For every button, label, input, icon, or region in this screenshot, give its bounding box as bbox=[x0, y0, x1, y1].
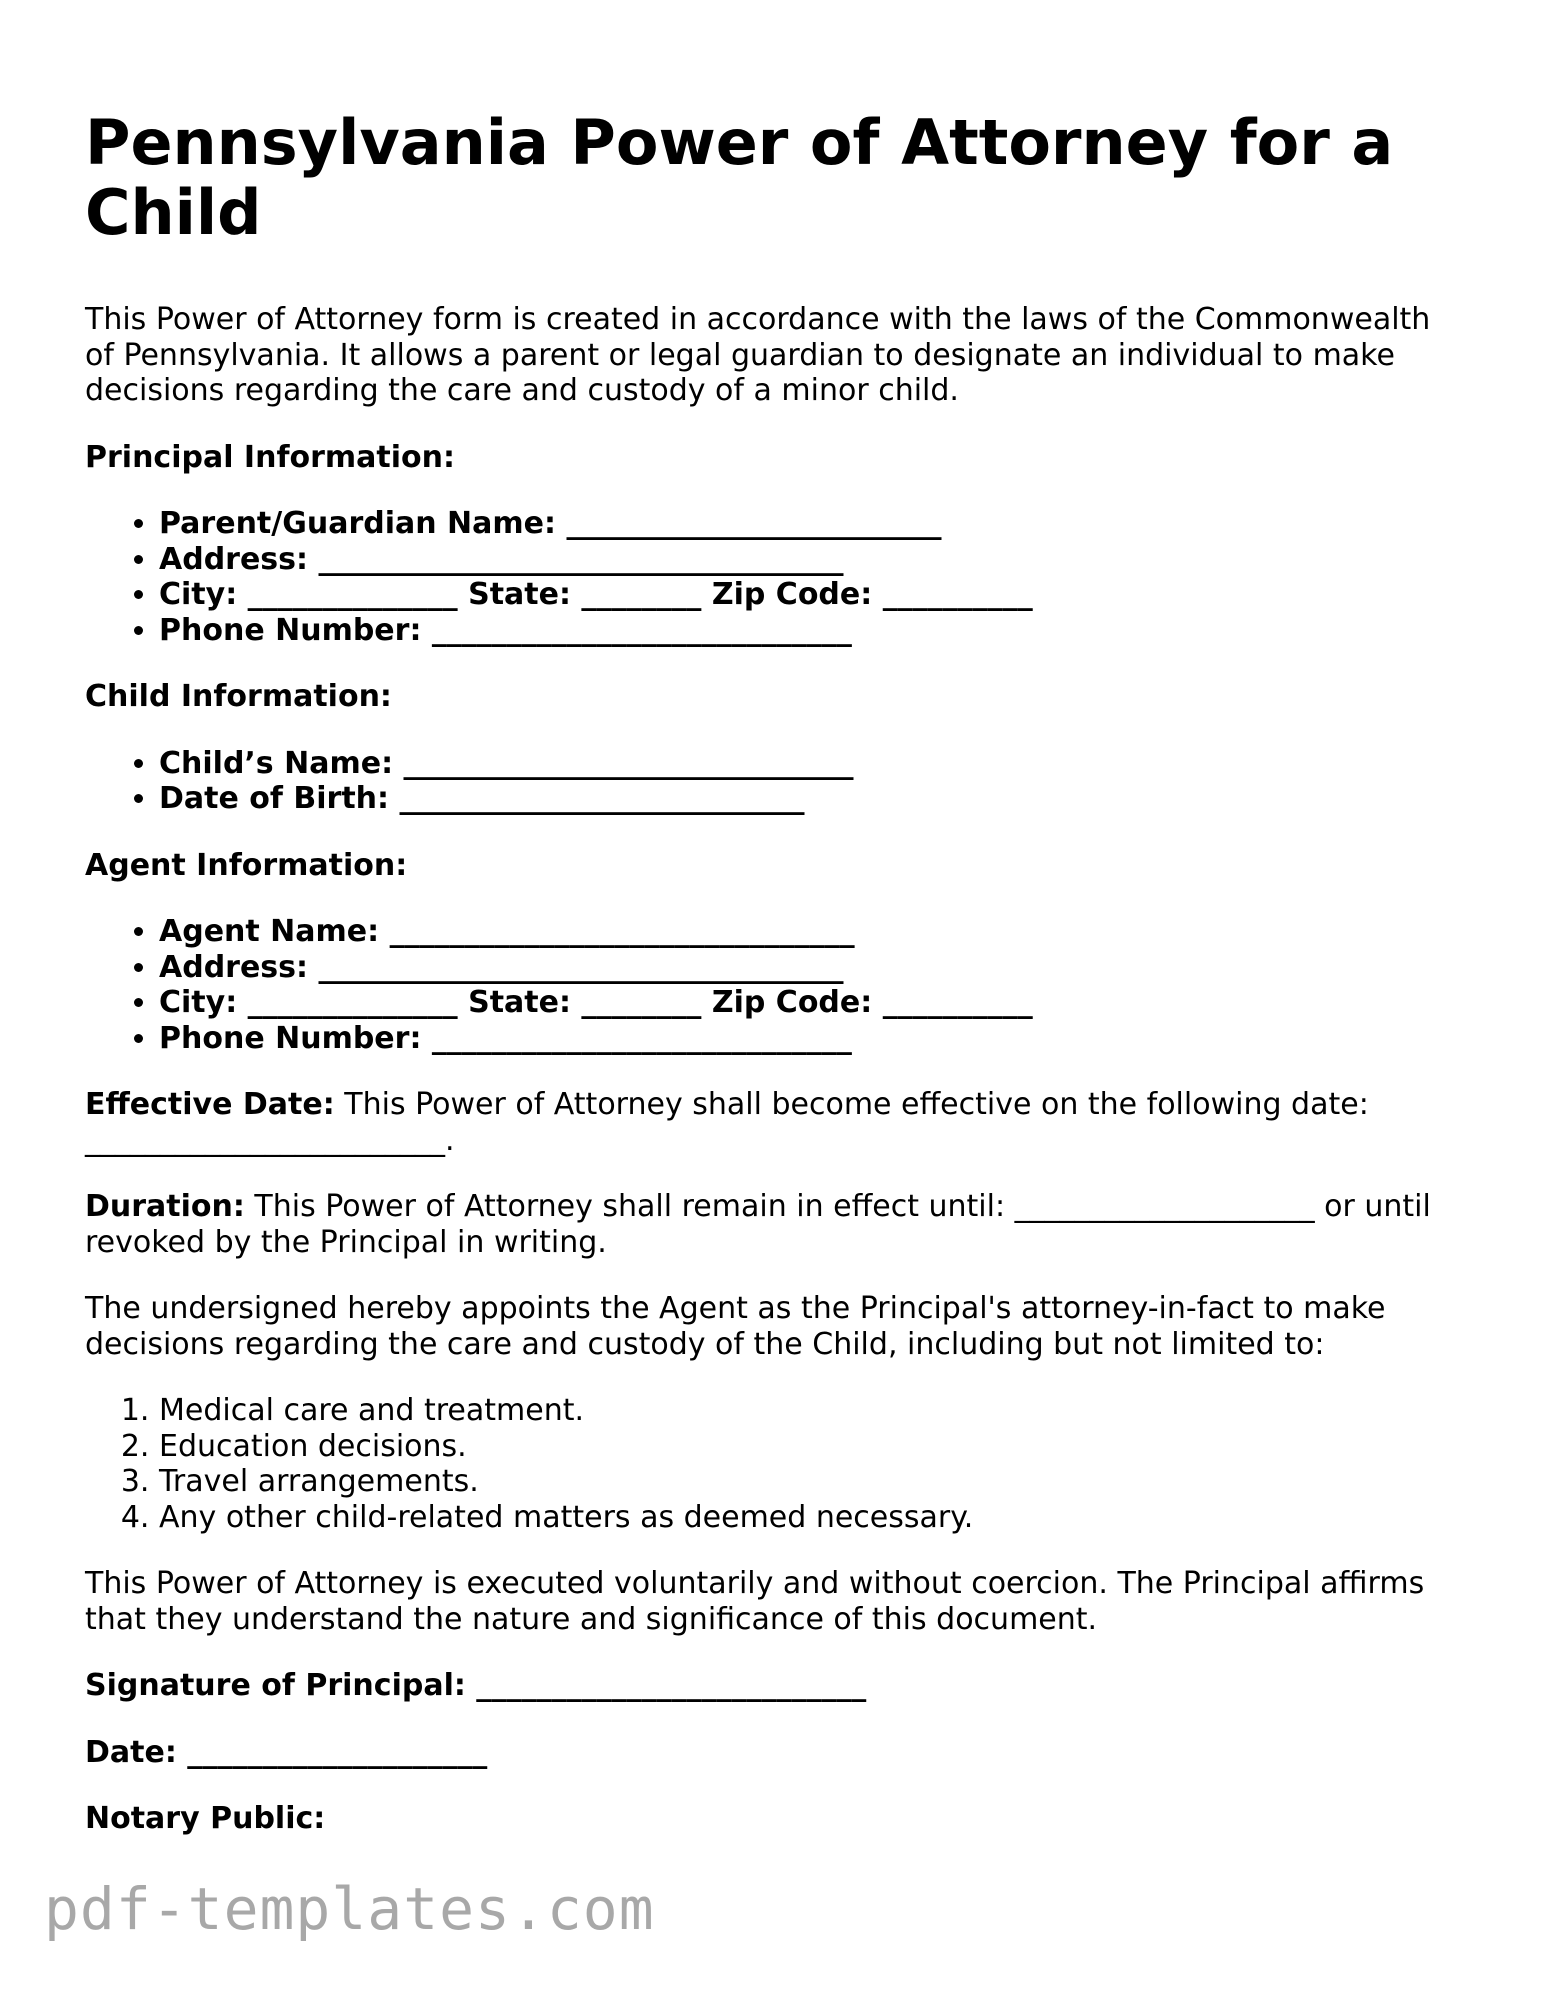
power-item: 3. Travel arrangements. bbox=[159, 1464, 1465, 1500]
voluntary-paragraph: This Power of Attorney is executed voluntarily and without coercion. The Principal affirms that they understand the nature and significance of this document. bbox=[85, 1566, 1425, 1637]
date-line: Date: ____________________ bbox=[85, 1734, 488, 1770]
principal-list bbox=[85, 506, 1465, 648]
signature-line: Signature of Principal: __________________________ bbox=[85, 1668, 867, 1703]
duration-label: Duration: bbox=[85, 1189, 245, 1224]
agent-address-field: • Address: ___________________________________ bbox=[159, 950, 1465, 986]
child-name-field: • Child’s Name: ______________________________ bbox=[159, 746, 1465, 782]
effective-date-label: Effective Date: bbox=[85, 1087, 335, 1122]
agent-city-state-zip-field: • City: ______________ State: ________ Zip Code: __________ bbox=[159, 985, 1465, 1021]
notary-line: Notary Public: bbox=[85, 1801, 326, 1836]
agent-name-field: • Agent Name: _______________________________ bbox=[159, 914, 1465, 950]
child-dob-field: • Date of Birth: ___________________________ bbox=[159, 781, 1465, 817]
duration-text: This Power of Attorney shall remain in effect until: ____________________ or until revoked by the Principal in writing. bbox=[85, 1189, 1431, 1260]
power-item: 1. Medical care and treatment. bbox=[159, 1393, 1465, 1429]
document-page bbox=[85, 108, 1465, 1868]
duration-paragraph bbox=[85, 1189, 1465, 1260]
principal-address-field: • Address: ___________________________________ bbox=[159, 542, 1465, 578]
principal-name-field: • Parent/Guardian Name: _________________________ bbox=[159, 506, 1465, 542]
agent-heading: Agent Information: bbox=[85, 847, 408, 883]
appointment-paragraph: The undersigned hereby appoints the Agent as the Principal's attorney-in-fact to make decisions regarding the care and custody of the Child, including but not limited to: bbox=[85, 1291, 1386, 1362]
principal-phone-field: • Phone Number: ____________________________ bbox=[159, 613, 1465, 649]
document-title: Pennsylvania Power of Attorney for a Child bbox=[85, 106, 1394, 249]
agent-list bbox=[85, 914, 1465, 1056]
child-list bbox=[85, 746, 1465, 817]
child-heading: Child Information: bbox=[85, 679, 392, 714]
effective-date-paragraph bbox=[85, 1087, 1465, 1158]
intro-paragraph: This Power of Attorney form is created in accordance with the laws of the Commonwealth of Pennsylvania. It allows a parent or legal guardian to designate an individual to make decisions regarding the care and custody of a minor child. bbox=[85, 302, 1431, 408]
principal-city-state-zip-field: • City: ______________ State: ________ Zip Code: __________ bbox=[159, 577, 1465, 613]
powers-list bbox=[85, 1393, 1465, 1535]
power-item: 2. Education decisions. bbox=[159, 1429, 1465, 1465]
agent-phone-field: • Phone Number: ____________________________ bbox=[159, 1021, 1465, 1057]
effective-date-text: This Power of Attorney shall become effective on the following date: ________________________. bbox=[85, 1087, 1369, 1158]
principal-heading: Principal Information: bbox=[85, 439, 456, 475]
power-item: 4. Any other child-related matters as deemed necessary. bbox=[159, 1500, 1465, 1536]
watermark-text: pdf-templates.com bbox=[44, 1875, 655, 1943]
